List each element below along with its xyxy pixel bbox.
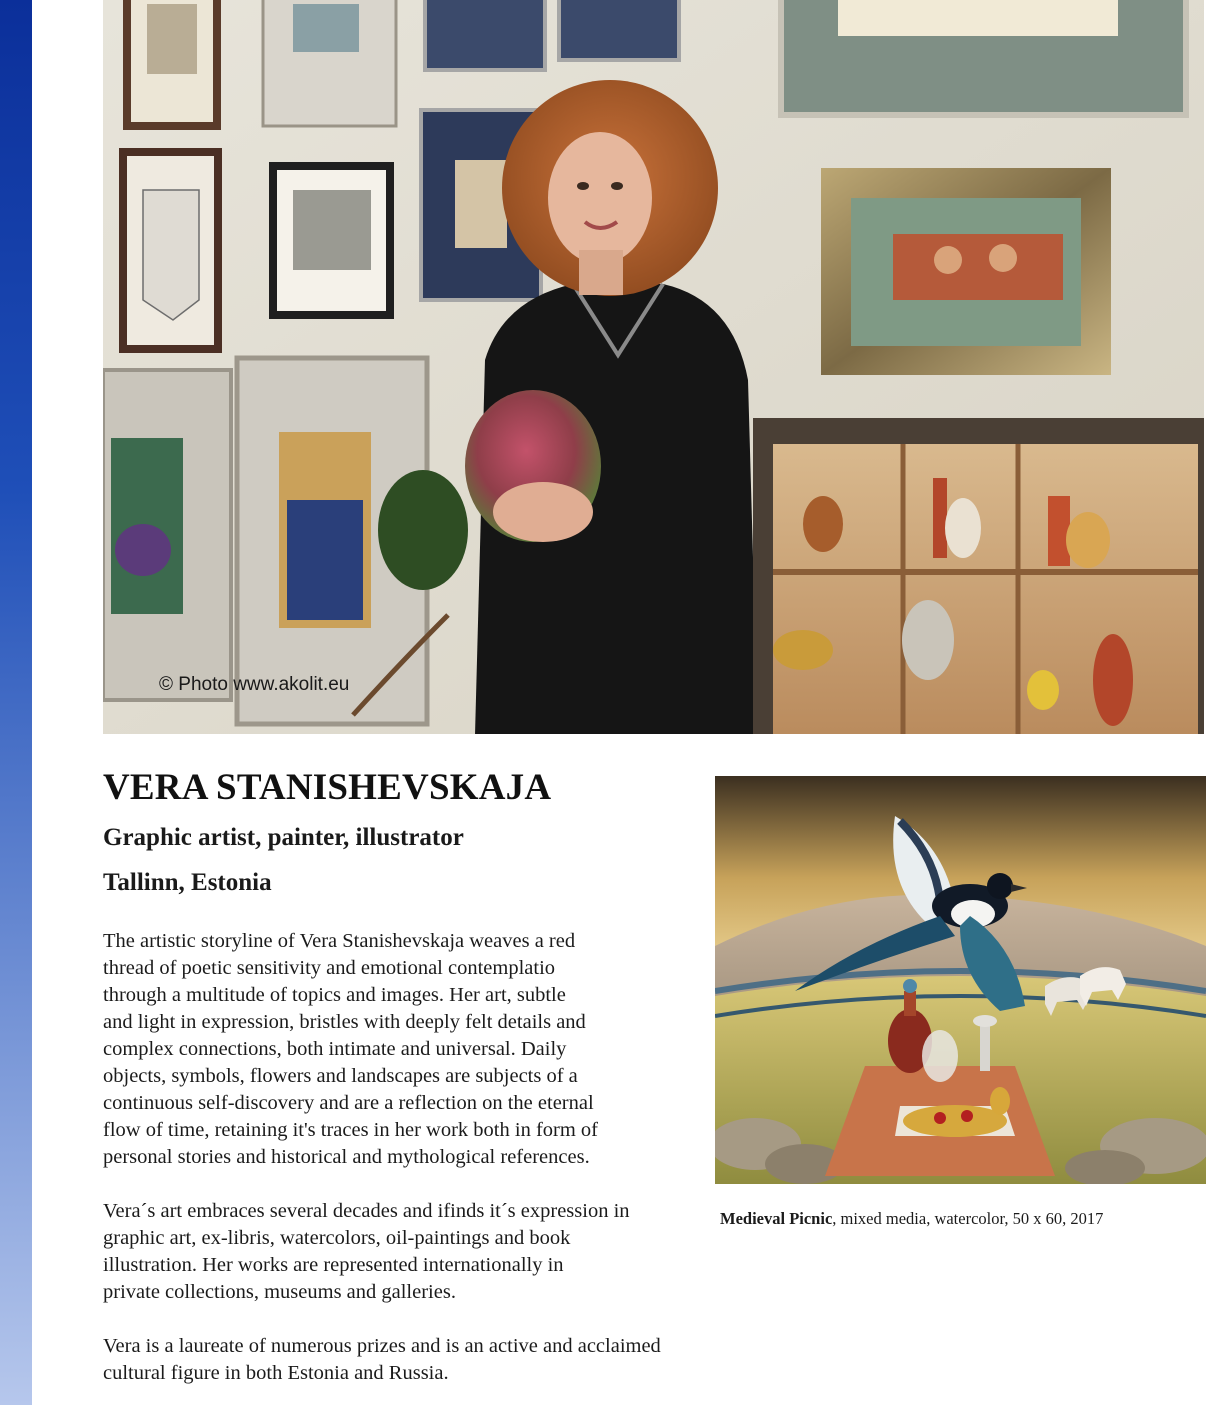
- gallery-photo-illustration: [103, 0, 1204, 734]
- artwork-caption: [720, 1209, 1103, 1229]
- artist-name: VERA STANISHEVSKAJA: [103, 767, 552, 808]
- artwork-illustration: [715, 776, 1206, 1184]
- bio-paragraph-2: Vera´s art embraces several decades and ifinds it´s expression in graphic art, ex-libris, watercolors, oil-paintings and book illustration. Her works are represented internationally in private collections, museums and galleries.: [103, 1200, 630, 1303]
- artist-photo: [103, 0, 1204, 734]
- artist-location: Tallinn, Estonia: [103, 869, 272, 896]
- bio-paragraph-1: The artistic storyline of Vera Stanishevskaja weaves a red thread of poetic sensitivity and emotional contemplatio through a multitude of topics and images. Her art, subtle and light in expression, bristles with deeply felt details and complex connections, both intimate and universal. Daily objects, symbols, flowers and landscapes are subjects of a continuous self-discovery and are a reflection on the eternal flow of time, retaining it's traces in her work both in form of personal stories and historical and mythological references.: [103, 930, 599, 1168]
- photo-credit: © Photo www.akolit.eu: [159, 674, 350, 695]
- artist-role: Graphic artist, painter, illustrator: [103, 824, 464, 851]
- side-color-bar: [0, 0, 32, 1405]
- bio-paragraph-3: Vera is a laureate of numerous prizes and is an active and acclaimed cultural figure in both Estonia and Russia.: [103, 1335, 661, 1384]
- artwork-image: [715, 776, 1206, 1184]
- artwork-title: Medieval Picnic: [720, 1209, 833, 1228]
- artwork-details: , mixed media, watercolor, 50 x 60, 2017: [832, 1209, 1104, 1228]
